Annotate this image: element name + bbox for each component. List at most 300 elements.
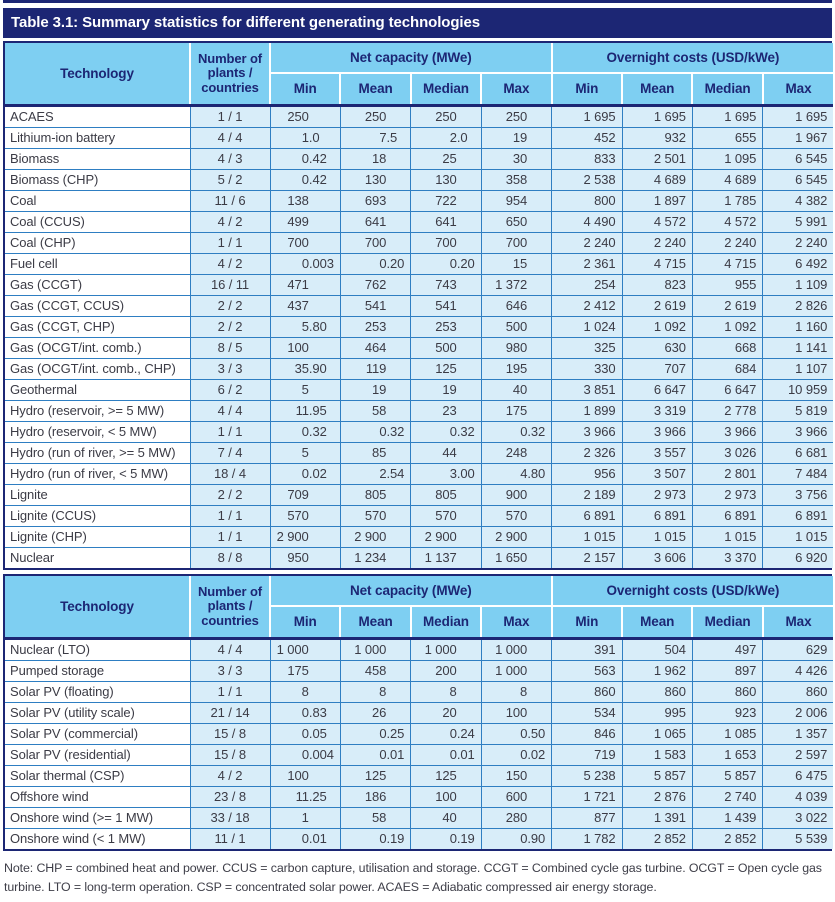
cell-nc-max: 100 [481, 703, 551, 724]
cell-oc-max: 6 545 [763, 170, 833, 191]
cell-plants: 8 / 5 [190, 338, 270, 359]
table-row [5, 808, 833, 829]
cell-oc-median: 955 [692, 275, 762, 296]
cell-oc-min: 1 695 [552, 106, 622, 128]
cell-nc-median: 200 [411, 661, 481, 682]
cell-nc-mean: 119 [340, 359, 410, 380]
cell-oc-median: 497 [692, 639, 762, 661]
cell-nc-max: 954 [481, 191, 551, 212]
cell-plants: 11 / 1 [190, 829, 270, 850]
cell-plants: 3 / 3 [190, 359, 270, 380]
table-row [5, 106, 833, 128]
cell-oc-max: 3 022 [763, 808, 833, 829]
cell-oc-min: 860 [552, 682, 622, 703]
cell-technology: Onshore wind (< 1 MW) [5, 829, 190, 850]
cell-nc-mean: 2.54 [340, 464, 410, 485]
table-row [5, 464, 833, 485]
cell-technology: Geothermal [5, 380, 190, 401]
summary-table-bottom-grid [5, 576, 833, 849]
cell-nc-median: 1 137 [411, 548, 481, 569]
cell-oc-max: 3 966 [763, 422, 833, 443]
cell-technology: Fuel cell [5, 254, 190, 275]
table-row [5, 766, 833, 787]
cell-nc-max: 195 [481, 359, 551, 380]
cell-oc-max: 6 891 [763, 506, 833, 527]
cell-oc-max: 2 826 [763, 296, 833, 317]
cell-plants: 15 / 8 [190, 724, 270, 745]
summary-table-top [3, 41, 832, 570]
table-row [5, 661, 833, 682]
cell-technology: Gas (OCGT/int. comb., CHP) [5, 359, 190, 380]
cell-nc-max: 646 [481, 296, 551, 317]
cell-oc-max: 1 695 [763, 106, 833, 128]
cell-oc-max: 5 539 [763, 829, 833, 850]
table-row [5, 191, 833, 212]
header-oc-mean: Mean [622, 73, 692, 106]
cell-oc-mean: 2 973 [622, 485, 692, 506]
cell-oc-mean: 504 [622, 639, 692, 661]
cell-nc-min: 138 [270, 191, 340, 212]
cell-oc-median: 1 785 [692, 191, 762, 212]
cell-nc-mean: 85 [340, 443, 410, 464]
cell-nc-max: 15 [481, 254, 551, 275]
header-oc-min: Min [552, 73, 622, 106]
tables-container [3, 41, 832, 851]
cell-nc-min: 0.004 [270, 745, 340, 766]
cell-plants: 23 / 8 [190, 787, 270, 808]
cell-oc-mean: 1 092 [622, 317, 692, 338]
cell-oc-mean: 630 [622, 338, 692, 359]
cell-nc-min: 709 [270, 485, 340, 506]
cell-nc-min: 0.32 [270, 422, 340, 443]
cell-nc-max: 1 372 [481, 275, 551, 296]
cell-nc-min: 950 [270, 548, 340, 569]
cell-oc-median: 4 715 [692, 254, 762, 275]
table-row [5, 787, 833, 808]
cell-nc-min: 11.95 [270, 401, 340, 422]
cell-nc-max: 175 [481, 401, 551, 422]
cell-nc-max: 8 [481, 682, 551, 703]
table-row [5, 401, 833, 422]
cell-nc-min: 0.83 [270, 703, 340, 724]
cell-oc-max: 1 357 [763, 724, 833, 745]
cell-oc-median: 860 [692, 682, 762, 703]
cell-technology: Solar PV (commercial) [5, 724, 190, 745]
cell-nc-median: 0.01 [411, 745, 481, 766]
cell-oc-median: 1 695 [692, 106, 762, 128]
cell-nc-min: 499 [270, 212, 340, 233]
cell-nc-max: 2 900 [481, 527, 551, 548]
cell-oc-median: 1 653 [692, 745, 762, 766]
cell-oc-median: 3 370 [692, 548, 762, 569]
cell-nc-min: 570 [270, 506, 340, 527]
table-row [5, 548, 833, 569]
cell-oc-min: 2 326 [552, 443, 622, 464]
cell-technology: Gas (CCGT, CHP) [5, 317, 190, 338]
summary-table-top-grid [5, 43, 833, 568]
cell-nc-mean: 2 900 [340, 527, 410, 548]
cell-oc-mean: 2 501 [622, 149, 692, 170]
cell-oc-mean: 1 897 [622, 191, 692, 212]
table-row [5, 443, 833, 464]
table-row [5, 829, 833, 850]
cell-nc-mean: 693 [340, 191, 410, 212]
cell-oc-min: 4 490 [552, 212, 622, 233]
cell-nc-max: 40 [481, 380, 551, 401]
cell-oc-max: 1 160 [763, 317, 833, 338]
cell-oc-max: 6 681 [763, 443, 833, 464]
header-oc-median: Median [692, 73, 762, 106]
cell-oc-median: 2 740 [692, 787, 762, 808]
cell-nc-mean: 253 [340, 317, 410, 338]
cell-technology: Lithium-ion battery [5, 128, 190, 149]
cell-technology: Hydro (run of river, < 5 MW) [5, 464, 190, 485]
cell-technology: Hydro (reservoir, < 5 MW) [5, 422, 190, 443]
cell-oc-mean: 6 647 [622, 380, 692, 401]
table-row [5, 485, 833, 506]
cell-nc-median: 722 [411, 191, 481, 212]
cell-oc-min: 2 240 [552, 233, 622, 254]
cell-oc-max: 1 109 [763, 275, 833, 296]
cell-oc-mean: 4 715 [622, 254, 692, 275]
header-plants-countries: Number of plants / countries [190, 576, 270, 639]
cell-plants: 4 / 2 [190, 212, 270, 233]
cell-nc-max: 0.02 [481, 745, 551, 766]
cell-oc-mean: 1 695 [622, 106, 692, 128]
cell-nc-median: 100 [411, 787, 481, 808]
cell-oc-min: 1 899 [552, 401, 622, 422]
cell-oc-min: 1 024 [552, 317, 622, 338]
cell-technology: ACAES [5, 106, 190, 128]
cell-nc-min: 700 [270, 233, 340, 254]
cell-oc-mean: 5 857 [622, 766, 692, 787]
cell-oc-min: 254 [552, 275, 622, 296]
cell-oc-max: 2 240 [763, 233, 833, 254]
cell-nc-max: 0.90 [481, 829, 551, 850]
cell-oc-min: 877 [552, 808, 622, 829]
cell-nc-max: 650 [481, 212, 551, 233]
cell-nc-min: 471 [270, 275, 340, 296]
cell-nc-max: 248 [481, 443, 551, 464]
cell-oc-max: 5 991 [763, 212, 833, 233]
cell-technology: Solar PV (residential) [5, 745, 190, 766]
cell-nc-max: 250 [481, 106, 551, 128]
header-nc-mean: Mean [340, 73, 410, 106]
cell-nc-min: 5 [270, 380, 340, 401]
cell-technology: Pumped storage [5, 661, 190, 682]
cell-nc-median: 3.00 [411, 464, 481, 485]
cell-oc-max: 4 382 [763, 191, 833, 212]
table-note: Note: CHP = combined heat and power. CCUS = carbon capture, utilisation and storage. CCGT = Combined cycle gas turbine. OCGT = Open cycle gas turbine. LTO = long-term operation. CSP = concentrated solar power. ACAES = Adiabatic compressed air energy storage. [4, 861, 822, 894]
cell-oc-mean: 2 876 [622, 787, 692, 808]
cell-plants: 4 / 4 [190, 401, 270, 422]
header-row-groups [5, 576, 833, 606]
cell-nc-median: 44 [411, 443, 481, 464]
table-row [5, 149, 833, 170]
cell-oc-min: 3 851 [552, 380, 622, 401]
cell-oc-max: 1 141 [763, 338, 833, 359]
cell-oc-max: 3 756 [763, 485, 833, 506]
cell-plants: 2 / 2 [190, 485, 270, 506]
cell-nc-median: 253 [411, 317, 481, 338]
cell-oc-max: 6 492 [763, 254, 833, 275]
cell-oc-max: 2 006 [763, 703, 833, 724]
cell-oc-min: 1 015 [552, 527, 622, 548]
cell-nc-mean: 125 [340, 766, 410, 787]
cell-nc-mean: 250 [340, 106, 410, 128]
cell-oc-mean: 1 962 [622, 661, 692, 682]
cell-nc-mean: 0.01 [340, 745, 410, 766]
cell-oc-mean: 3 319 [622, 401, 692, 422]
cell-oc-min: 846 [552, 724, 622, 745]
header-group-net-capacity: Net capacity (MWe) [270, 43, 552, 73]
cell-nc-mean: 1 234 [340, 548, 410, 569]
cell-technology: Lignite (CCUS) [5, 506, 190, 527]
cell-nc-median: 0.20 [411, 254, 481, 275]
cell-technology: Gas (CCGT) [5, 275, 190, 296]
table-row [5, 212, 833, 233]
header-oc-max: Max [763, 73, 833, 106]
table-row [5, 639, 833, 661]
cell-nc-mean: 7.5 [340, 128, 410, 149]
top-rule [3, 0, 832, 3]
cell-oc-max: 860 [763, 682, 833, 703]
cell-nc-mean: 58 [340, 401, 410, 422]
cell-nc-mean: 541 [340, 296, 410, 317]
cell-oc-min: 6 891 [552, 506, 622, 527]
cell-oc-mean: 1 391 [622, 808, 692, 829]
cell-oc-median: 4 689 [692, 170, 762, 191]
cell-oc-median: 5 857 [692, 766, 762, 787]
table-row [5, 275, 833, 296]
cell-nc-min: 35.90 [270, 359, 340, 380]
cell-nc-median: 641 [411, 212, 481, 233]
cell-oc-median: 2 240 [692, 233, 762, 254]
cell-plants: 4 / 3 [190, 149, 270, 170]
cell-technology: Solar PV (utility scale) [5, 703, 190, 724]
cell-nc-max: 0.32 [481, 422, 551, 443]
cell-nc-max: 150 [481, 766, 551, 787]
cell-oc-mean: 6 891 [622, 506, 692, 527]
cell-plants: 1 / 1 [190, 422, 270, 443]
cell-technology: Hydro (reservoir, >= 5 MW) [5, 401, 190, 422]
cell-oc-max: 629 [763, 639, 833, 661]
header-oc-median: Median [692, 606, 762, 639]
cell-nc-median: 743 [411, 275, 481, 296]
cell-oc-median: 4 572 [692, 212, 762, 233]
cell-technology: Coal (CHP) [5, 233, 190, 254]
cell-oc-max: 6 545 [763, 149, 833, 170]
cell-technology: Lignite (CHP) [5, 527, 190, 548]
cell-oc-median: 684 [692, 359, 762, 380]
cell-nc-mean: 0.19 [340, 829, 410, 850]
cell-nc-mean: 8 [340, 682, 410, 703]
cell-nc-min: 11.25 [270, 787, 340, 808]
table-row [5, 254, 833, 275]
table-row [5, 506, 833, 527]
cell-oc-mean: 707 [622, 359, 692, 380]
cell-oc-mean: 823 [622, 275, 692, 296]
cell-oc-median: 1 015 [692, 527, 762, 548]
header-nc-mean: Mean [340, 606, 410, 639]
cell-nc-min: 5 [270, 443, 340, 464]
cell-oc-max: 6 920 [763, 548, 833, 569]
cell-plants: 1 / 1 [190, 682, 270, 703]
cell-nc-median: 125 [411, 359, 481, 380]
table-title-bar [3, 8, 832, 38]
table-row [5, 745, 833, 766]
cell-nc-min: 250 [270, 106, 340, 128]
cell-nc-min: 0.05 [270, 724, 340, 745]
cell-plants: 7 / 4 [190, 443, 270, 464]
cell-technology: Solar PV (floating) [5, 682, 190, 703]
cell-oc-max: 2 597 [763, 745, 833, 766]
cell-nc-max: 0.50 [481, 724, 551, 745]
cell-plants: 15 / 8 [190, 745, 270, 766]
table-row [5, 338, 833, 359]
cell-plants: 2 / 2 [190, 296, 270, 317]
cell-oc-median: 668 [692, 338, 762, 359]
cell-nc-median: 500 [411, 338, 481, 359]
cell-nc-mean: 130 [340, 170, 410, 191]
cell-nc-median: 0.19 [411, 829, 481, 850]
cell-nc-max: 1 650 [481, 548, 551, 569]
cell-nc-mean: 186 [340, 787, 410, 808]
cell-oc-min: 452 [552, 128, 622, 149]
cell-oc-min: 2 189 [552, 485, 622, 506]
cell-technology: Onshore wind (>= 1 MW) [5, 808, 190, 829]
cell-oc-min: 5 238 [552, 766, 622, 787]
cell-oc-max: 1 107 [763, 359, 833, 380]
cell-nc-mean: 0.32 [340, 422, 410, 443]
cell-nc-min: 1 000 [270, 639, 340, 661]
cell-oc-min: 2 412 [552, 296, 622, 317]
cell-oc-median: 1 092 [692, 317, 762, 338]
cell-nc-mean: 58 [340, 808, 410, 829]
cell-nc-min: 0.01 [270, 829, 340, 850]
cell-nc-max: 4.80 [481, 464, 551, 485]
cell-oc-median: 2 801 [692, 464, 762, 485]
cell-nc-median: 250 [411, 106, 481, 128]
cell-plants: 5 / 2 [190, 170, 270, 191]
cell-nc-mean: 0.25 [340, 724, 410, 745]
cell-oc-mean: 2 240 [622, 233, 692, 254]
cell-nc-min: 100 [270, 338, 340, 359]
cell-plants: 1 / 1 [190, 506, 270, 527]
cell-nc-mean: 18 [340, 149, 410, 170]
header-group-net-capacity: Net capacity (MWe) [270, 576, 552, 606]
cell-technology: Nuclear [5, 548, 190, 569]
cell-oc-mean: 4 689 [622, 170, 692, 191]
cell-nc-min: 0.42 [270, 170, 340, 191]
cell-nc-mean: 0.20 [340, 254, 410, 275]
cell-oc-min: 833 [552, 149, 622, 170]
cell-nc-mean: 700 [340, 233, 410, 254]
cell-nc-mean: 464 [340, 338, 410, 359]
cell-oc-mean: 3 507 [622, 464, 692, 485]
cell-technology: Lignite [5, 485, 190, 506]
cell-nc-median: 130 [411, 170, 481, 191]
cell-nc-min: 437 [270, 296, 340, 317]
cell-plants: 2 / 2 [190, 317, 270, 338]
header-row-groups [5, 43, 833, 73]
cell-nc-max: 280 [481, 808, 551, 829]
header-oc-min: Min [552, 606, 622, 639]
cell-nc-median: 20 [411, 703, 481, 724]
cell-technology: Hydro (run of river, >= 5 MW) [5, 443, 190, 464]
summary-table-bottom [3, 574, 832, 851]
table-row [5, 233, 833, 254]
cell-nc-max: 30 [481, 149, 551, 170]
table-row [5, 359, 833, 380]
cell-plants: 21 / 14 [190, 703, 270, 724]
cell-nc-mean: 26 [340, 703, 410, 724]
cell-oc-min: 2 157 [552, 548, 622, 569]
cell-nc-median: 0.24 [411, 724, 481, 745]
cell-oc-min: 563 [552, 661, 622, 682]
cell-oc-min: 534 [552, 703, 622, 724]
cell-nc-median: 570 [411, 506, 481, 527]
cell-nc-min: 1.0 [270, 128, 340, 149]
header-nc-max: Max [481, 606, 551, 639]
cell-oc-max: 4 426 [763, 661, 833, 682]
cell-plants: 3 / 3 [190, 661, 270, 682]
cell-oc-median: 897 [692, 661, 762, 682]
cell-oc-mean: 1 065 [622, 724, 692, 745]
header-group-overnight-costs: Overnight costs (USD/kWe) [552, 576, 834, 606]
header-oc-max: Max [763, 606, 833, 639]
cell-oc-median: 3 966 [692, 422, 762, 443]
cell-oc-max: 4 039 [763, 787, 833, 808]
cell-oc-mean: 1 583 [622, 745, 692, 766]
cell-oc-max: 7 484 [763, 464, 833, 485]
table-title: Table 3.1: Summary statistics for different generating technologies [11, 14, 480, 31]
cell-oc-min: 3 966 [552, 422, 622, 443]
cell-nc-mean: 458 [340, 661, 410, 682]
cell-oc-mean: 1 015 [622, 527, 692, 548]
cell-nc-median: 1 000 [411, 639, 481, 661]
cell-oc-min: 2 361 [552, 254, 622, 275]
cell-oc-mean: 4 572 [622, 212, 692, 233]
cell-oc-median: 2 619 [692, 296, 762, 317]
cell-nc-max: 1 000 [481, 639, 551, 661]
cell-nc-median: 40 [411, 808, 481, 829]
cell-oc-max: 10 959 [763, 380, 833, 401]
cell-technology: Coal [5, 191, 190, 212]
cell-nc-min: 8 [270, 682, 340, 703]
cell-nc-min: 0.02 [270, 464, 340, 485]
cell-oc-mean: 3 966 [622, 422, 692, 443]
cell-oc-min: 391 [552, 639, 622, 661]
cell-nc-max: 1 000 [481, 661, 551, 682]
cell-nc-min: 0.003 [270, 254, 340, 275]
table-row [5, 296, 833, 317]
cell-oc-mean: 2 852 [622, 829, 692, 850]
cell-nc-max: 900 [481, 485, 551, 506]
cell-oc-median: 3 026 [692, 443, 762, 464]
cell-nc-median: 23 [411, 401, 481, 422]
cell-nc-min: 0.42 [270, 149, 340, 170]
cell-oc-min: 956 [552, 464, 622, 485]
header-oc-mean: Mean [622, 606, 692, 639]
table-row [5, 170, 833, 191]
cell-nc-median: 541 [411, 296, 481, 317]
cell-oc-max: 5 819 [763, 401, 833, 422]
cell-nc-mean: 570 [340, 506, 410, 527]
cell-nc-median: 2 900 [411, 527, 481, 548]
table-row [5, 724, 833, 745]
header-nc-min: Min [270, 73, 340, 106]
